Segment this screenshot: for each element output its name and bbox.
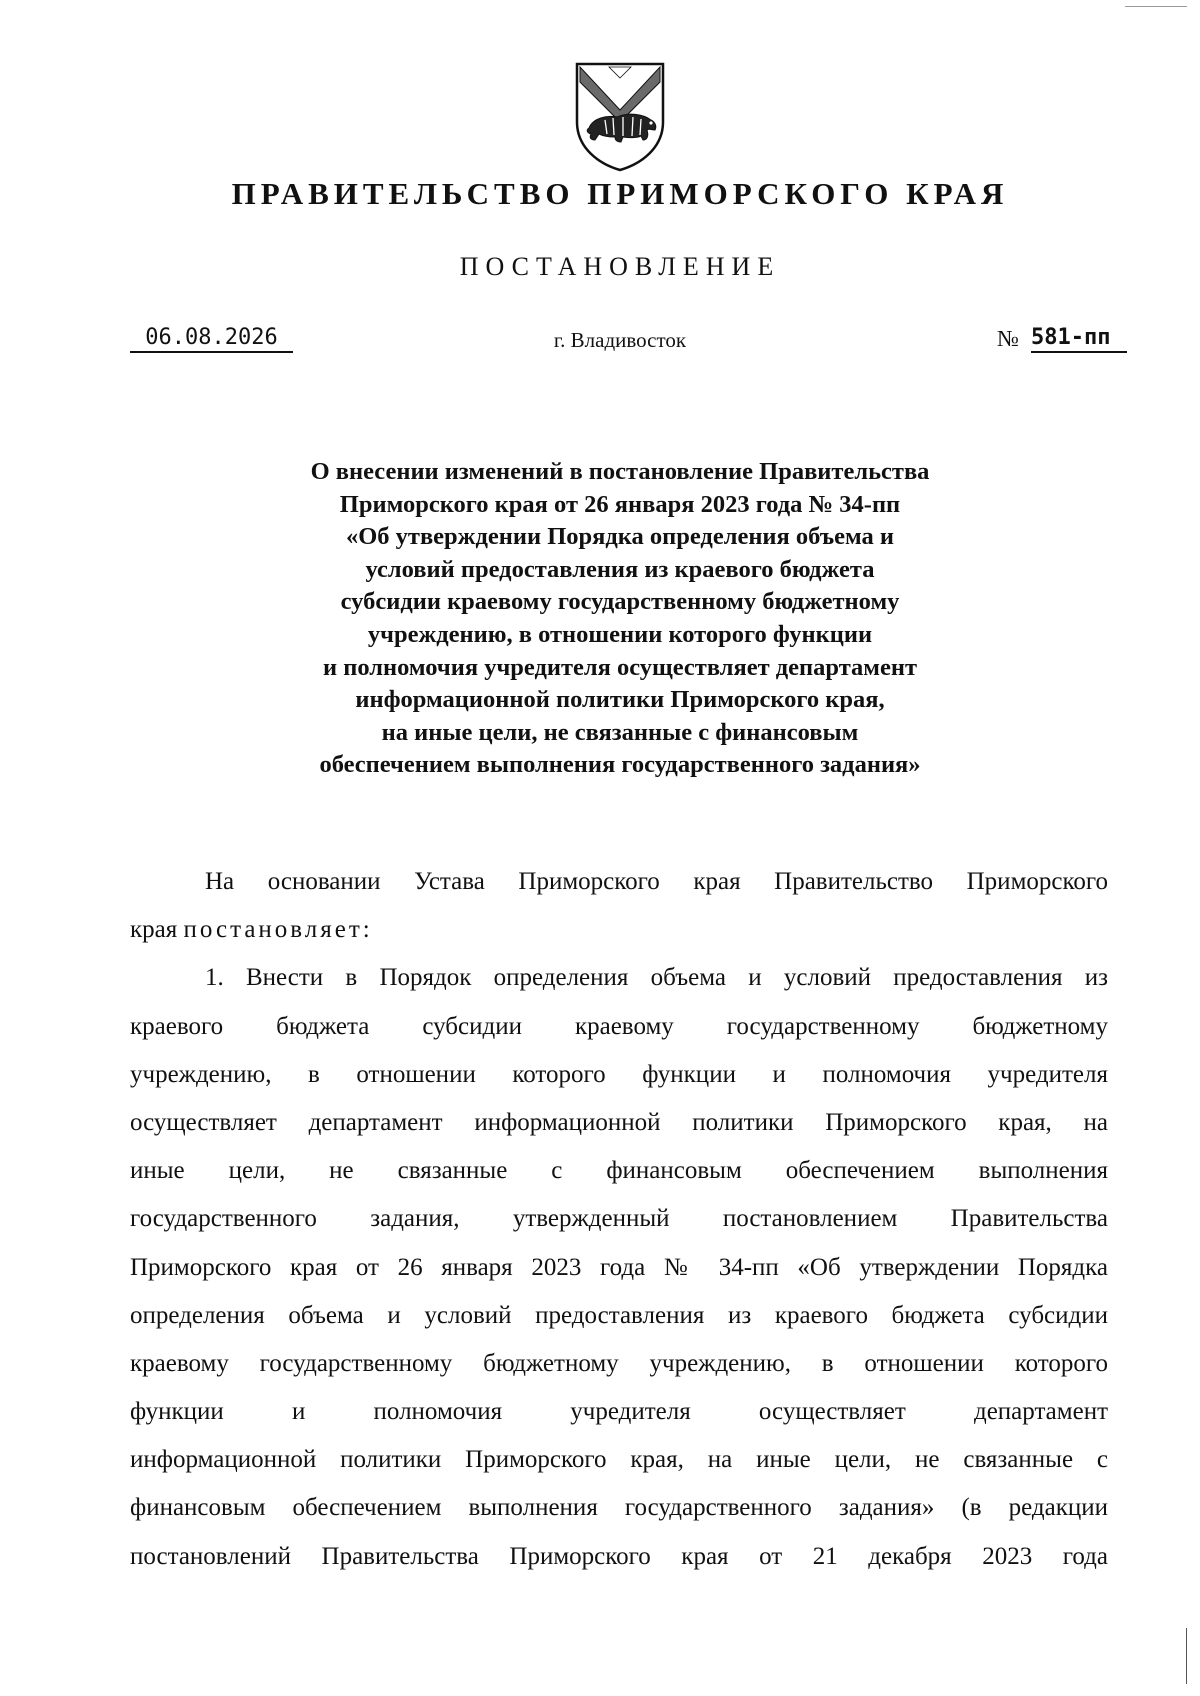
document-heading <box>150 456 1090 782</box>
heading-line: Приморского края от 26 января 2023 года № 34-пп <box>339 490 901 518</box>
number-sign: № <box>997 326 1019 351</box>
heading-line: и полномочия учредителя осуществляет департамент <box>322 653 917 681</box>
heading-line: на иные цели, не связанные с финансовым <box>381 718 859 746</box>
item1-line: государственного задания, утвержденный постановлением Правительства <box>130 1205 1108 1233</box>
item1-line: Приморского края от 26 января 2023 года № 34-пп «Об утверждении Порядка <box>130 1253 1108 1281</box>
item1-line: функции и полномочия учредителя осуществляет департамент <box>130 1398 1108 1426</box>
item1-line: учреждению, в отношении которого функции и полномочия учредителя <box>130 1060 1108 1088</box>
heading-line: обеспечением выполнения государственного задания» <box>319 751 921 779</box>
heading-line: О внесении изменений в постановление Правительства <box>310 458 930 485</box>
heading-line: учреждению, в отношении которого функции <box>367 620 873 648</box>
item1-line: определения объема и условий предоставления из краевого бюджета субсидии <box>130 1301 1108 1329</box>
scan-corner-mark <box>1125 6 1187 7</box>
heading-line: условий предоставления из краевого бюджета <box>365 555 875 583</box>
government-title: ПРАВИТЕЛЬСТВО ПРИМОРСКОГО КРАЯ <box>231 176 1009 211</box>
heading-line: «Об утверждении Порядка определения объема и <box>345 523 894 551</box>
item1-line: иные цели, не связанные с финансовым обеспечением выполнения <box>130 1157 1108 1185</box>
document-body <box>130 858 1108 1581</box>
heading-line: субсидии краевому государственному бюджетному <box>340 588 900 616</box>
item1-line: постановлений Правительства Приморского края от 21 декабря 2023 года <box>130 1542 1108 1570</box>
heading-line: информационной политики Приморского края, <box>355 686 885 714</box>
document-type: ПОСТАНОВЛЕНИЕ <box>459 252 781 281</box>
document-city: г. Владивосток <box>553 328 687 352</box>
intro-prefix: края <box>130 916 184 944</box>
item1-line: информационной политики Приморского края, на иные цели, не связанные с <box>130 1446 1108 1474</box>
resolves-word: постановляет: <box>183 916 373 944</box>
scan-edge-mark <box>1186 1628 1187 1684</box>
coat-of-arms-emblem <box>571 60 669 172</box>
item1-line: осуществляет департамент информационной политики Приморского края, на <box>130 1108 1108 1136</box>
item1-line: краевому государственному бюджетному учреждению, в отношении которого <box>130 1349 1108 1377</box>
document-number: 581-пп <box>1031 325 1127 353</box>
document-date: 06.08.2026 <box>130 325 293 353</box>
intro-paragraph-line <box>130 906 1108 954</box>
item1-line: финансовым обеспечением выполнения государственного задания» (в редакции <box>130 1494 1108 1522</box>
item1-line: краевого бюджета субсидии краевому государственному бюджетному <box>130 1012 1108 1040</box>
item1-line: 1. Внести в Порядок определения объема и условий предоставления из <box>205 964 1108 992</box>
intro-paragraph-line: На основании Устава Приморского края Правительство Приморского <box>205 868 1108 895</box>
